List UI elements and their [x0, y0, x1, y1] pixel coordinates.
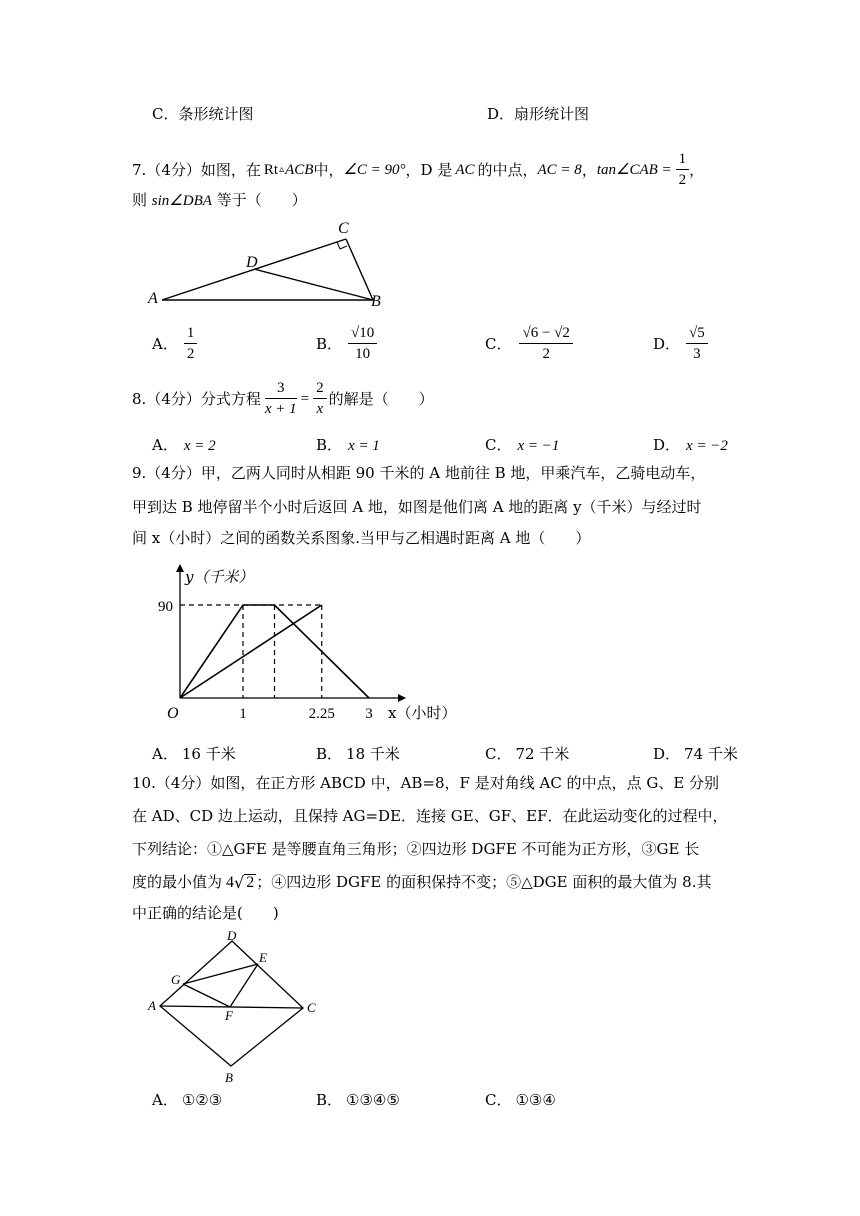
q7-comma: ， [581, 160, 597, 179]
q8-option-d: D． x = −2 [653, 436, 728, 454]
x-axis-label: x（小时） [388, 704, 457, 722]
x-tick-3: 3 [365, 706, 373, 722]
q7-option-c: C． $\frac{√6 - √2}{2}$ [485, 326, 573, 362]
segment-gf [183, 984, 230, 1007]
y-tick-90: 90 [158, 599, 173, 615]
q7-stem-line2: 则 sin∠DBA 等于（ ） [132, 191, 307, 209]
label-b: B [371, 293, 381, 310]
sqrt-symbol: √ [234, 872, 245, 892]
q7-number: 7. [132, 160, 147, 179]
label-a: A [148, 290, 158, 307]
q9-stem-line1: 9.（4分）甲，乙两人同时从相距 90 千米的 A 地前往 B 地，甲乘汽车，乙骑电动车， [132, 464, 706, 482]
q8-option-a: A． x = 2 [152, 436, 216, 454]
q7-text: ，D 是 [405, 160, 453, 179]
q10-option-b: B． ①③④⑤ [316, 1091, 400, 1109]
segment-cb [346, 239, 373, 300]
q8-option-c: C． x = −1 [485, 436, 560, 454]
q10-stem-line3: 下列结论：①△GFE 是等腰直角三角形；②四边形 DGFE 不可能为正方形，③GE 长 [132, 840, 700, 858]
label-a: A [148, 998, 156, 1013]
q10-square-figure [145, 928, 325, 1088]
q7-text: 中， [313, 160, 344, 179]
q10-stem-line5: 中正确的结论是( ) [132, 904, 279, 922]
q7-triangle-figure [140, 215, 400, 315]
q9-option-b: B． 18 千米 [316, 745, 400, 763]
q9-option-c: C． 72 千米 [485, 745, 570, 763]
label-d: D [246, 254, 258, 271]
segment-db [254, 269, 373, 300]
label-f: F [225, 1008, 233, 1023]
q8-stem: 8. （4分） 分式方程 $\frac{3}{x + 1}$ = $\frac{2}{x}$ 的解是（ ） [132, 380, 434, 417]
q6-option-c: C．条形统计图 [152, 105, 254, 123]
q8-number: 8. [132, 389, 147, 408]
q9-option-a: A． 16 千米 [152, 745, 236, 763]
origin-label: O [167, 705, 179, 722]
q9-distance-time-chart [155, 560, 475, 725]
q10-option-a: A． ①②③ [152, 1091, 223, 1109]
q8-rhs-fraction: $\frac{2}{x}$ [313, 381, 327, 417]
q9-stem-line2: 甲到达 B 地停留半个小时后返回 A 地，如图是他们离 A 地的距离 y（千米）与经过时 [132, 498, 702, 516]
q7-ac-length: AC = 8 [537, 161, 582, 178]
triangle-symbol: ▵ [279, 164, 285, 175]
right-angle-mark [337, 242, 347, 249]
q10-stem-line1: 10.（4分）如图，在正方形 ABCD 中，AB=8，F 是对角线 AC 的中点，点 G、E 分别 [132, 774, 720, 792]
q8-lhs-fraction: $\frac{3}{x + 1}$ [264, 380, 297, 417]
q7-ac: AC [455, 161, 475, 178]
q10-stem-line4: 度的最小值为 4 √ 2 ；④四边形 DGFE 的面积保持不变；⑤△DGE 面积的最大值为 8.其 [132, 872, 712, 892]
label-e: E [259, 950, 267, 965]
q9-option-d: D． 74 千米 [653, 745, 738, 763]
label-b: B [225, 1070, 233, 1085]
x-tick-2-25: 2.25 [308, 706, 335, 722]
q7-angle-c: ∠C = 90° [343, 161, 406, 178]
series-line-1 [180, 605, 322, 698]
q7-stem-line1: 7. （4分） 如图，在 Rt ▵ ACB 中， ∠C = 90° ，D 是 AC 的中点， AC = 8 ， tan∠CAB = $\frac{1}{2}$ ， [132, 151, 705, 188]
q7-text: 的中点， [477, 160, 538, 179]
q7-option-a: A． $\frac{1}{2}$ [152, 326, 197, 362]
q9-stem-line3: 间 x（小时）之间的函数关系图象.当甲与乙相遇时距离 A 地（ ） [132, 529, 591, 547]
q7-option-d: D． $\frac{√5}{3}$ [653, 326, 708, 362]
q10-option-c: C． ①③④ [485, 1091, 556, 1109]
q7-triangle-name: ACB [285, 161, 314, 178]
label-c: C [338, 220, 349, 237]
y-axis-label: y（千米） [185, 568, 254, 586]
q6-option-d: D．扇形统计图 [487, 105, 590, 123]
q7-tan-fraction: $\frac{1}{2}$ [676, 152, 690, 188]
q7-option-b: B． $\frac{√10}{10}$ [316, 326, 377, 362]
q7-tan: tan∠CAB = [596, 161, 672, 178]
square-abcd [160, 941, 303, 1066]
q7-text: 如图，在 [200, 160, 261, 179]
label-g: G [171, 972, 181, 987]
q8-score: （4分） [146, 389, 201, 408]
label-c: C [307, 1000, 316, 1015]
q7-rt: Rt [263, 161, 279, 178]
label-d: D [227, 928, 237, 943]
q8-option-b: B． x = 1 [316, 436, 380, 454]
q7-score: （4分） [146, 160, 201, 179]
x-tick-1: 1 [239, 706, 247, 722]
q7-sin: sin∠DBA [151, 193, 212, 209]
q10-stem-line2: 在 AD、CD 边上运动，且保持 AG=DE．连接 GE、GF、EF．在此运动变化的过程中， [132, 807, 728, 825]
